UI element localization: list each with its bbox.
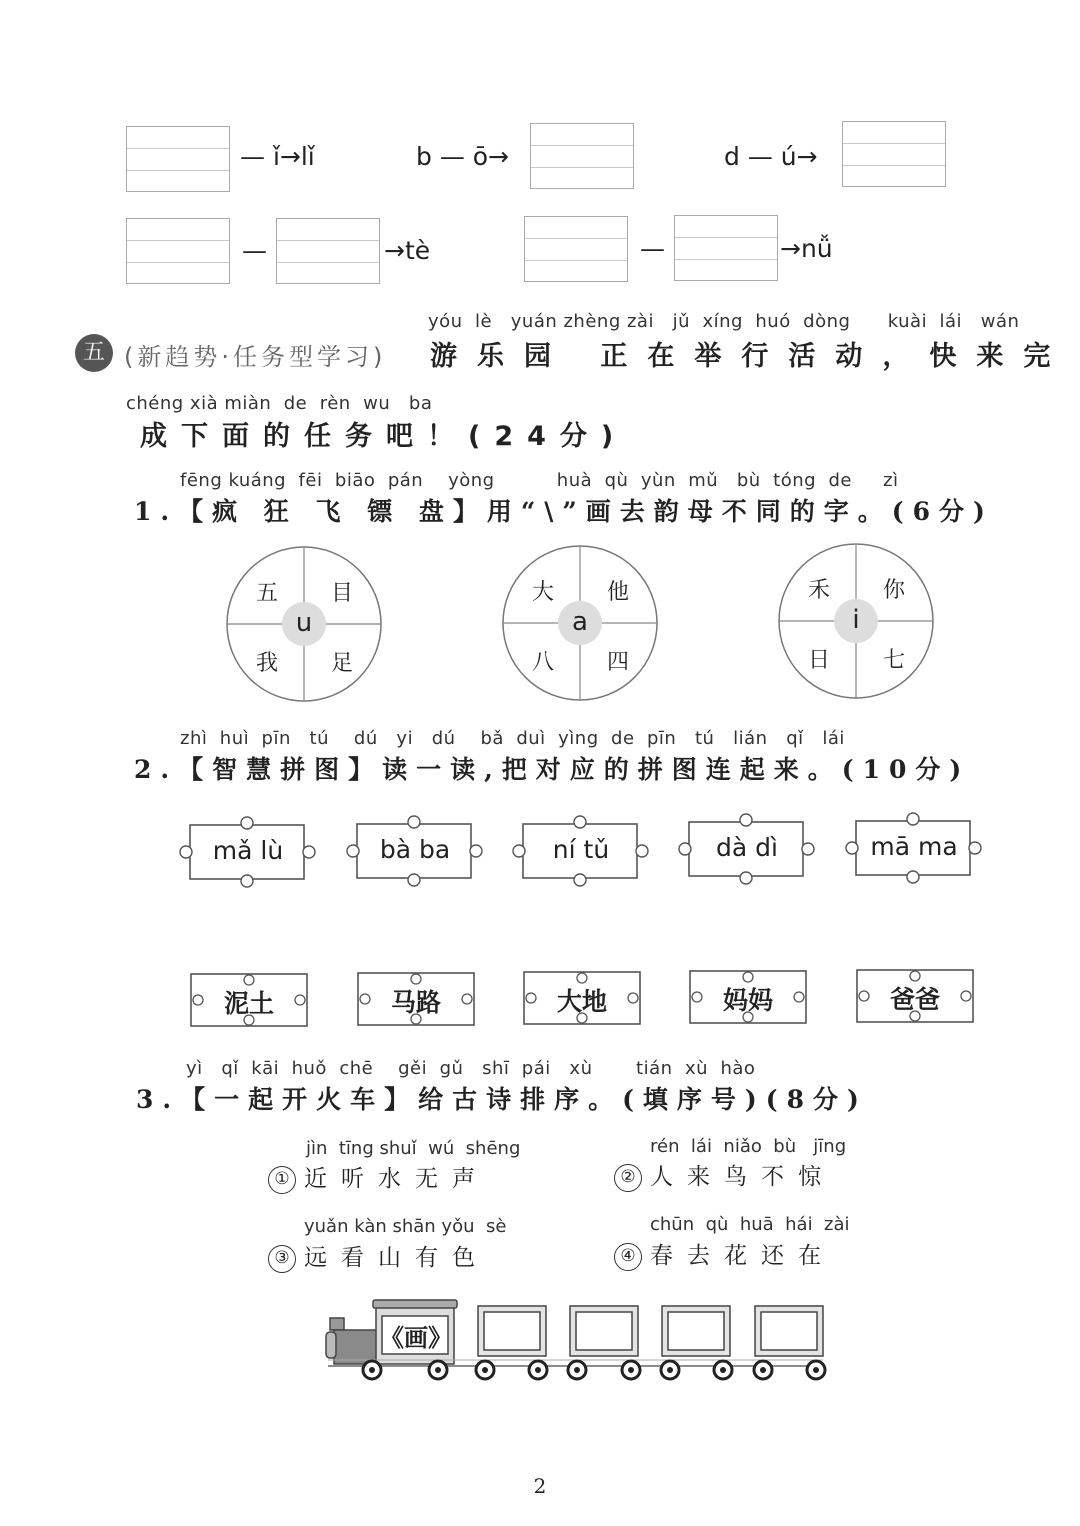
answer-box[interactable] (126, 126, 230, 192)
poem-number: ② (614, 1164, 642, 1192)
poem-line (614, 1237, 835, 1271)
spelling-hint: b — ō→ (416, 142, 510, 171)
puzzle-piece-pinyin[interactable] (511, 815, 651, 889)
puzzle-piece-chars[interactable] (521, 968, 643, 1028)
poem-number: ③ (268, 1245, 296, 1273)
train-answer-box[interactable] (761, 1312, 817, 1350)
poem-pinyin: chūn qù huā hái zài (650, 1214, 850, 1235)
section-tag: (新趋势·任务型学习) (124, 343, 387, 371)
poem-pinyin: yuǎn kàn shān yǒu sè (304, 1216, 507, 1237)
spelling-dash: — (640, 234, 665, 263)
puzzle-label: bà ba (379, 835, 451, 864)
answer-box[interactable] (524, 216, 628, 282)
q1-pinyin: fēng kuáng fēi biāo pán yòng huà qù yùn mǔ bù tóng de zì (180, 470, 899, 491)
answer-box[interactable] (126, 218, 230, 284)
disc-center-letter: u (295, 608, 313, 638)
q3-pinyin: yì qǐ kāi huǒ chē gěi gǔ shī pái xù tián xù hào (186, 1058, 756, 1079)
disc-char[interactable]: 七 (882, 648, 905, 673)
poem-number: ④ (614, 1243, 642, 1271)
puzzle-piece-pinyin[interactable] (345, 815, 485, 889)
answer-box[interactable] (530, 123, 634, 189)
poem-line (614, 1158, 835, 1192)
disc-center-letter: i (852, 605, 860, 635)
puzzle-piece-chars[interactable] (355, 969, 477, 1029)
disc-char[interactable]: 目 (330, 581, 353, 606)
poem-number: ① (268, 1166, 296, 1194)
section-number-badge: 五 (75, 334, 113, 372)
section-title-line2: 成下面的任务吧！(24分) (140, 421, 628, 452)
answer-box[interactable] (674, 215, 778, 281)
poem-pinyin: rén lái niǎo bù jīng (650, 1136, 847, 1157)
poem-line (268, 1239, 489, 1273)
spelling-hint: — ǐ→lǐ (240, 142, 315, 171)
spelling-hint: →nǚ (780, 234, 833, 263)
poem-text: 春去花还在 (650, 1243, 835, 1269)
disc-char[interactable]: 他 (606, 580, 629, 605)
disc-char[interactable]: 四 (606, 650, 629, 675)
disc-char[interactable]: 五 (255, 581, 278, 606)
q1-title: 1.【疯 狂 飞 镖 盘】用“\”画去韵母不同的字。(6分) (134, 497, 994, 526)
poem-line (268, 1160, 489, 1194)
disc-char[interactable]: 大 (531, 580, 554, 605)
dart-disc-u (224, 546, 384, 706)
train-illustration (318, 1296, 838, 1388)
puzzle-label: mǎ lù (212, 836, 284, 865)
poem-text: 人来鸟不惊 (650, 1164, 835, 1190)
puzzle-label: 大地 (556, 987, 607, 1016)
puzzle-label: 泥土 (223, 989, 274, 1018)
q2-title: 2.【智慧拼图】读一读,把对应的拼图连起来。(10分) (134, 755, 971, 784)
train-poem-title: 《画》 (380, 1323, 452, 1352)
train-answer-box[interactable] (576, 1312, 632, 1350)
disc-char[interactable]: 我 (255, 651, 278, 676)
section-pinyin-line1: yóu lè yuán zhèng zài jǔ xíng huó dòng kuài lái wán (428, 311, 1020, 332)
puzzle-piece-pinyin[interactable] (178, 816, 318, 890)
spelling-dash: — (242, 236, 267, 265)
disc-char[interactable]: 八 (531, 650, 554, 675)
answer-box[interactable] (276, 218, 380, 284)
page-number: 2 (533, 1474, 547, 1498)
disc-char[interactable]: 日 (807, 648, 830, 673)
section-title-line1: 游乐园 正在举行活动，快来完 (430, 341, 1071, 372)
poem-pinyin: jìn tīng shuǐ wú shēng (306, 1138, 521, 1159)
puzzle-label: 爸爸 (889, 985, 940, 1014)
section-pinyin-line2: chéng xià miàn de rèn wu ba (126, 393, 433, 414)
puzzle-piece-chars[interactable] (188, 970, 310, 1030)
spelling-hint: d — ú→ (724, 142, 818, 171)
disc-center-letter: a (572, 607, 588, 637)
train-answer-box[interactable] (668, 1312, 724, 1350)
train-answer-box[interactable] (484, 1312, 540, 1350)
dart-disc-a (500, 545, 660, 705)
puzzle-piece-pinyin[interactable] (844, 812, 984, 886)
puzzle-label: mā ma (870, 832, 958, 861)
disc-char[interactable]: 你 (882, 578, 905, 603)
q2-pinyin: zhì huì pīn tú dú yi dú bǎ duì yìng de pīn tú lián qǐ lái (180, 728, 845, 749)
disc-char[interactable]: 禾 (807, 578, 830, 603)
poem-text: 近听水无声 (304, 1166, 489, 1192)
poem-text: 远看山有色 (304, 1245, 489, 1271)
answer-box[interactable] (842, 121, 946, 187)
puzzle-label: 妈妈 (722, 986, 773, 1015)
puzzle-piece-chars[interactable] (687, 967, 809, 1027)
puzzle-label: 马路 (390, 988, 441, 1017)
q3-title: 3.【一起开火车】给古诗排序。(填序号)(8分) (136, 1085, 868, 1114)
dart-disc-i (776, 543, 936, 703)
puzzle-label: dà dì (716, 833, 778, 862)
puzzle-piece-pinyin[interactable] (677, 813, 817, 887)
spelling-hint: →tè (384, 236, 431, 265)
puzzle-piece-chars[interactable] (854, 966, 976, 1026)
disc-char[interactable]: 足 (330, 651, 353, 676)
puzzle-label: ní tǔ (552, 835, 610, 864)
